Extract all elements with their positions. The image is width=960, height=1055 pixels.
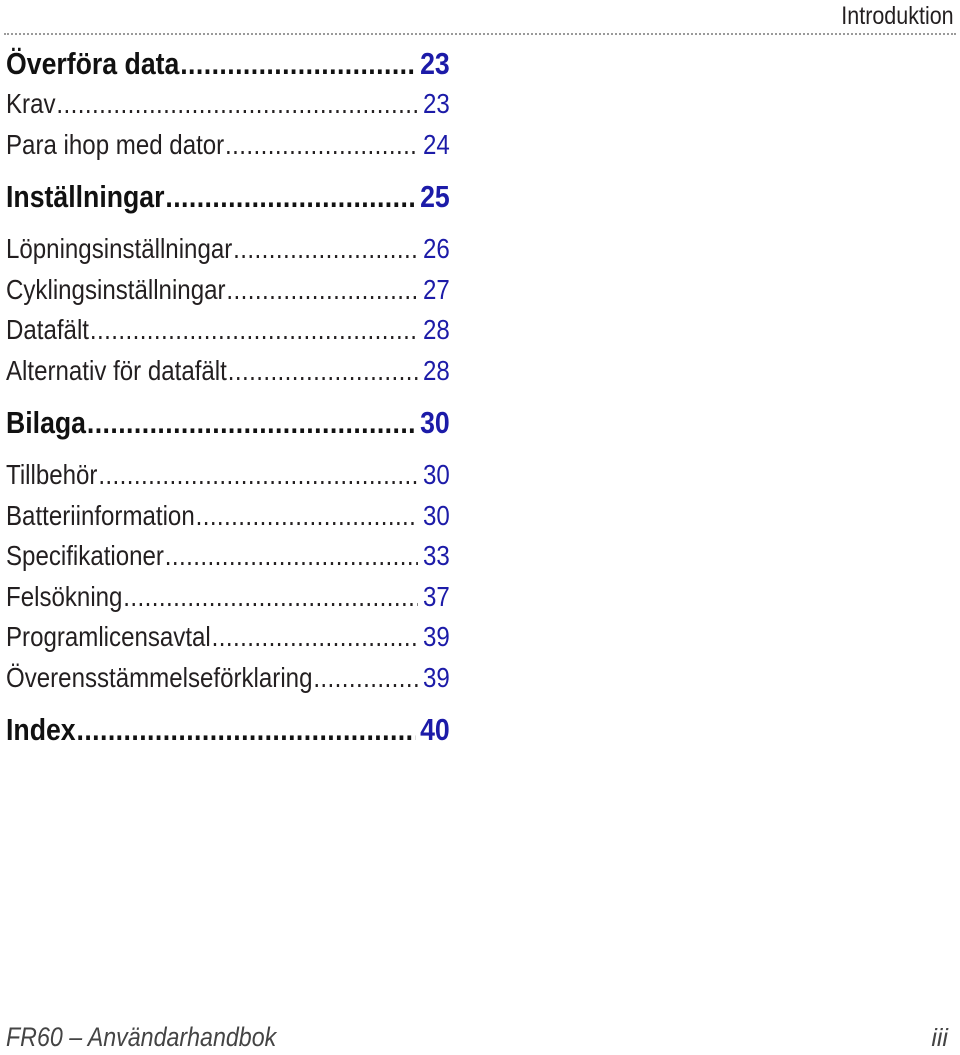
toc-chapter-index[interactable] <box>6 708 526 762</box>
toc-chapter-title: Bilaga <box>6 405 87 440</box>
toc-page-number[interactable]: 33 <box>422 540 450 571</box>
toc-chapter-installningar[interactable] <box>6 175 526 229</box>
toc-entry-krav[interactable] <box>6 84 526 125</box>
toc-page-number[interactable]: 28 <box>422 314 450 345</box>
dot-leader <box>165 175 415 219</box>
toc-page-number[interactable]: 30 <box>420 405 450 440</box>
toc-entry-title: Krav <box>6 88 56 119</box>
toc-entry-programlicens[interactable] <box>6 617 526 658</box>
toc-entry-datafalt[interactable] <box>6 310 526 351</box>
toc-page-number[interactable]: 37 <box>422 580 450 612</box>
toc-entry-felsokning[interactable] <box>6 577 526 618</box>
toc-page-number[interactable]: 40 <box>420 712 450 747</box>
dot-leader <box>225 125 418 166</box>
dot-leader <box>196 496 418 537</box>
toc-page-number[interactable]: 24 <box>422 128 450 160</box>
dot-leader <box>87 401 415 445</box>
toc-entry-cykling[interactable] <box>6 270 526 311</box>
toc-entry-overensstammelse[interactable] <box>6 658 526 699</box>
toc-entry-specifikationer[interactable] <box>6 536 526 577</box>
toc-entry-title: Para ihop med dator <box>6 128 225 160</box>
toc-page-number[interactable]: 30 <box>422 499 450 531</box>
toc-entry-alternativ[interactable] <box>6 351 526 392</box>
toc-chapter-title: Index <box>6 712 76 747</box>
toc-entry-title: Programlicensavtal <box>6 621 211 652</box>
dot-leader <box>56 84 417 125</box>
toc-chapter-overfora-data[interactable] <box>6 44 526 84</box>
toc-entry-title: Alternativ för datafält <box>6 354 227 386</box>
toc-chapter-title: Inställningar <box>6 179 165 214</box>
toc-entry-title: Cyklingsinställningar <box>6 273 226 305</box>
footer-page-number: iii <box>931 1024 948 1052</box>
toc-page-number[interactable]: 25 <box>420 179 450 214</box>
toc-entry-title: Tillbehör <box>6 459 98 490</box>
toc-page-number[interactable]: 23 <box>422 88 450 119</box>
footer-manual-title: FR60 – Användarhandbok <box>6 1022 277 1052</box>
dot-leader <box>76 708 414 752</box>
toc-page-number[interactable]: 26 <box>422 233 450 264</box>
header-divider <box>4 33 956 35</box>
toc-entry-batteri[interactable] <box>6 496 526 537</box>
toc-entry-lopning[interactable] <box>6 229 526 270</box>
section-gap <box>6 165 526 175</box>
toc-page-number[interactable]: 30 <box>422 459 450 490</box>
toc-page-number[interactable]: 23 <box>420 46 450 81</box>
toc-entry-title: Överensstämmelseförklaring <box>6 661 313 693</box>
dot-leader <box>212 617 418 658</box>
toc-chapter-title: Överföra data <box>6 46 180 81</box>
toc-page-number[interactable]: 39 <box>422 661 450 693</box>
toc-entry-title: Felsökning <box>6 580 123 612</box>
toc-entry-title: Löpningsinställningar <box>6 233 233 264</box>
section-title: Introduktion <box>841 2 954 30</box>
section-gap <box>6 698 526 708</box>
toc-page-number[interactable]: 27 <box>422 273 450 305</box>
toc-entry-para-ihop[interactable] <box>6 125 526 166</box>
dot-leader <box>180 44 415 84</box>
toc-entry-tillbehor[interactable] <box>6 455 526 496</box>
dot-leader <box>233 229 418 270</box>
section-gap <box>6 391 526 401</box>
toc-entry-title: Datafält <box>6 314 89 345</box>
toc-page-number[interactable]: 39 <box>422 621 450 652</box>
toc-page-number[interactable]: 28 <box>422 354 450 386</box>
dot-leader <box>313 658 417 699</box>
table-of-contents <box>6 44 526 762</box>
dot-leader <box>228 351 418 392</box>
dot-leader <box>90 310 418 351</box>
dot-leader <box>123 577 417 618</box>
toc-entry-title: Specifikationer <box>6 540 164 571</box>
dot-leader <box>165 536 418 577</box>
toc-chapter-bilaga[interactable] <box>6 401 526 455</box>
dot-leader <box>98 455 417 496</box>
toc-entry-title: Batteriinformation <box>6 499 195 531</box>
dot-leader <box>226 270 417 311</box>
